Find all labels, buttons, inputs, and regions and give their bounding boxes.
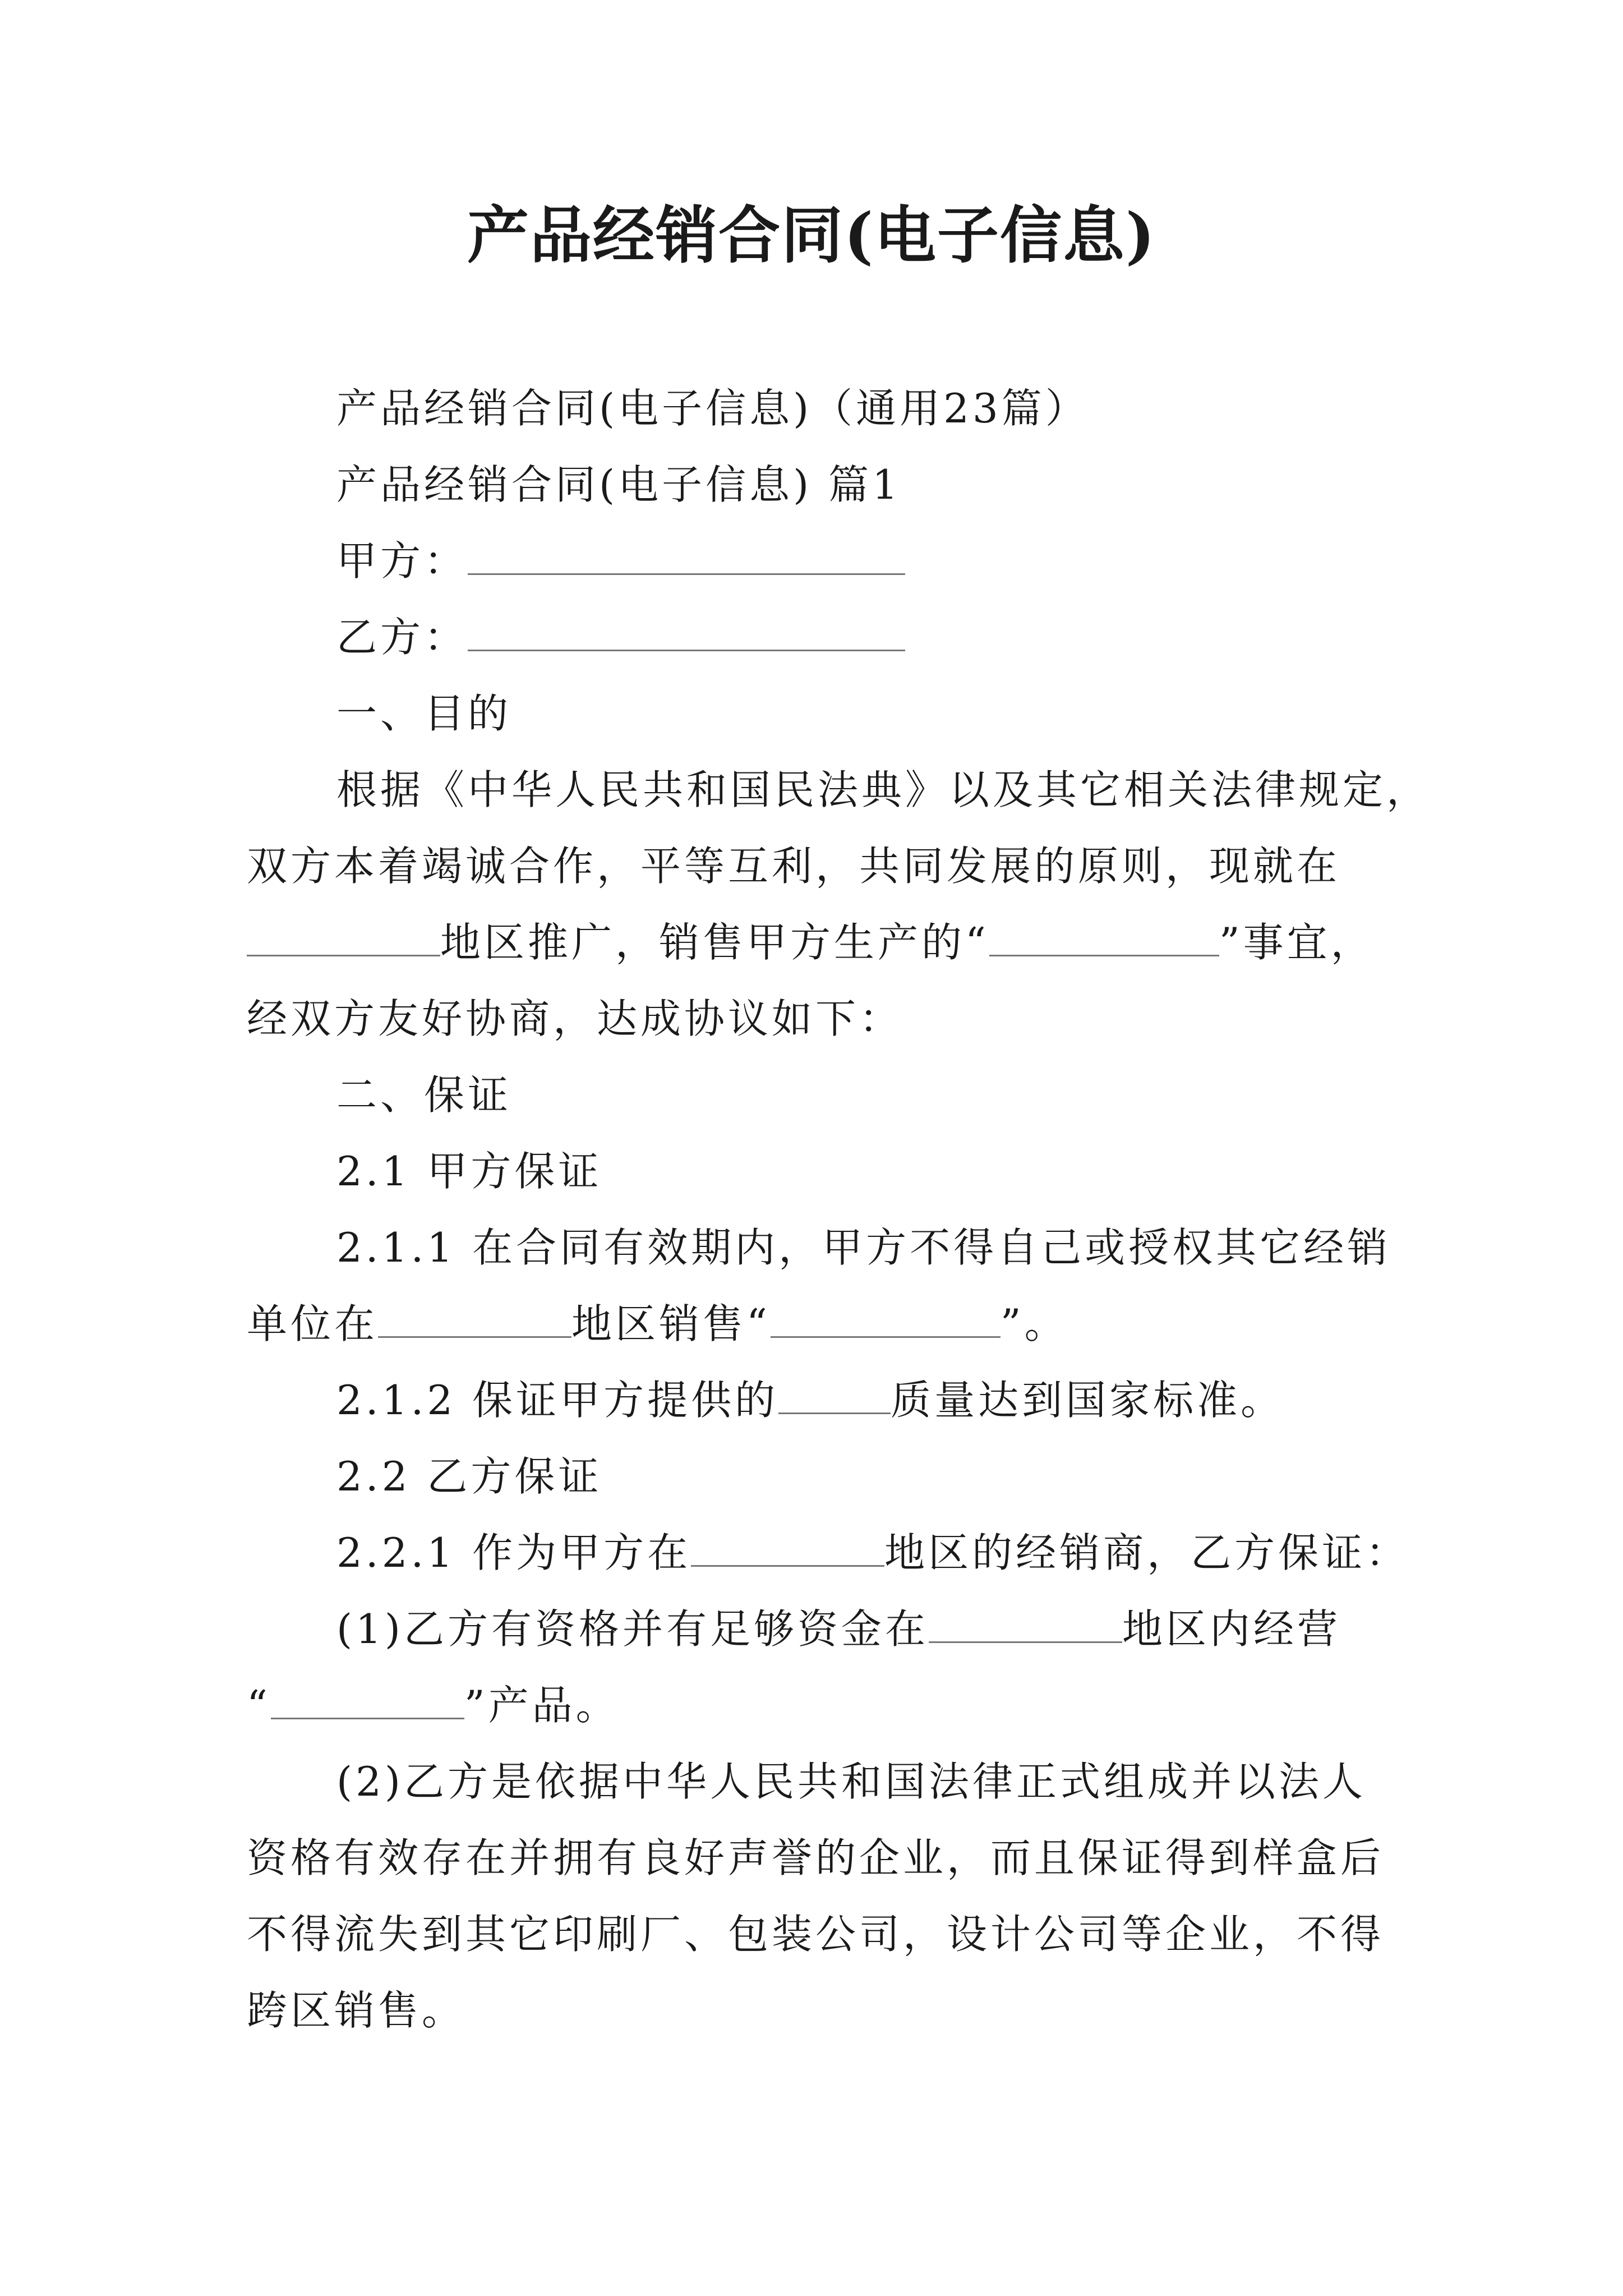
item-1-text-b: 地区内经营 — [1122, 1605, 1341, 1653]
clause-2-1-1-line-2 — [247, 1286, 1374, 1362]
clause-2-2-1 — [247, 1515, 1410, 1591]
item-1-line-1 — [247, 1591, 1374, 1667]
item-1-open-quote: “ — [247, 1682, 271, 1729]
item-1-text-c: ”产品。 — [464, 1682, 620, 1729]
clause-2-1-1-region-blank — [378, 1305, 571, 1338]
clause-2-2-1-blank — [691, 1534, 884, 1567]
item-2-line-1: (2)乙方是依据中华人民共和国法律正式组成并以法人 — [336, 1758, 1366, 1805]
section-2-heading: 二、保证 — [336, 1071, 512, 1119]
party-a-label: 甲方： — [336, 537, 468, 585]
document-subtitle: 产品经销合同(电子信息)（通用23篇） — [336, 385, 1089, 432]
clause-2-1-2-text-a: 2.1.2 保证甲方提供的 — [336, 1377, 779, 1424]
clause-2-1-1-text-a: 单位在 — [247, 1300, 379, 1347]
section-1-line-3 — [247, 904, 1374, 981]
clause-2-1-2-text-b: 质量达到国家标准。 — [891, 1377, 1285, 1424]
item-1-product-blank — [271, 1686, 464, 1719]
clause-2-1-1-product-blank — [771, 1305, 1000, 1338]
clause-2-1: 2.1 甲方保证 — [336, 1148, 602, 1195]
item-1-region-blank — [929, 1610, 1122, 1643]
clause-2-2-1-text-b: 地区的经销商，乙方保证： — [884, 1529, 1410, 1576]
section-1-line-3-text-a: 地区推广，销售甲方生产的“ — [440, 919, 989, 966]
clause-2-1-1-text-b: 地区销售“ — [571, 1300, 771, 1347]
item-1-line-2 — [247, 1667, 1374, 1743]
party-b-label: 乙方： — [336, 614, 468, 661]
document-body — [247, 370, 1431, 2049]
section-1-heading: 一、目的 — [336, 690, 512, 737]
clause-2-2: 2.2 乙方保证 — [336, 1453, 602, 1500]
document-title: 产品经销合同(电子信息) — [467, 199, 1156, 272]
clause-2-1-2 — [247, 1362, 1374, 1438]
party-b-blank — [468, 618, 905, 651]
party-a-line — [247, 523, 1374, 599]
item-2-line-2: 资格有效存在并拥有良好声誉的企业，而且保证得到样盒后 — [247, 1834, 1385, 1881]
party-a-blank — [468, 542, 905, 575]
region-blank — [247, 923, 440, 956]
item-1-text-a: (1)乙方有资格并有足够资金在 — [336, 1605, 929, 1653]
item-2-line-3: 不得流失到其它印刷厂、包装公司，设计公司等企业，不得 — [247, 1911, 1385, 1958]
section-1-line-3-text-b: ”事宜， — [1219, 919, 1375, 966]
section-1-line-4: 经双方友好协商，达成协议如下： — [247, 995, 903, 1042]
section-1-line-2: 双方本着竭诚合作，平等互利，共同发展的原则，现就在 — [247, 843, 1341, 890]
clause-2-1-1-text-c: ”。 — [1000, 1300, 1068, 1347]
article-heading: 产品经销合同(电子信息) 篇1 — [336, 461, 901, 508]
section-1-line-1: 根据《中华人民共和国民法典》以及其它相关法律规定， — [336, 766, 1431, 813]
clause-2-2-1-text-a: 2.2.1 作为甲方在 — [336, 1529, 691, 1576]
clause-2-1-1-line-1: 2.1.1 在合同有效期内，甲方不得自己或授权其它经销 — [336, 1224, 1391, 1271]
party-b-line — [247, 599, 1374, 675]
product-blank — [989, 923, 1219, 956]
item-2-line-4: 跨区销售。 — [247, 1987, 466, 2034]
clause-2-1-2-blank — [778, 1381, 891, 1414]
